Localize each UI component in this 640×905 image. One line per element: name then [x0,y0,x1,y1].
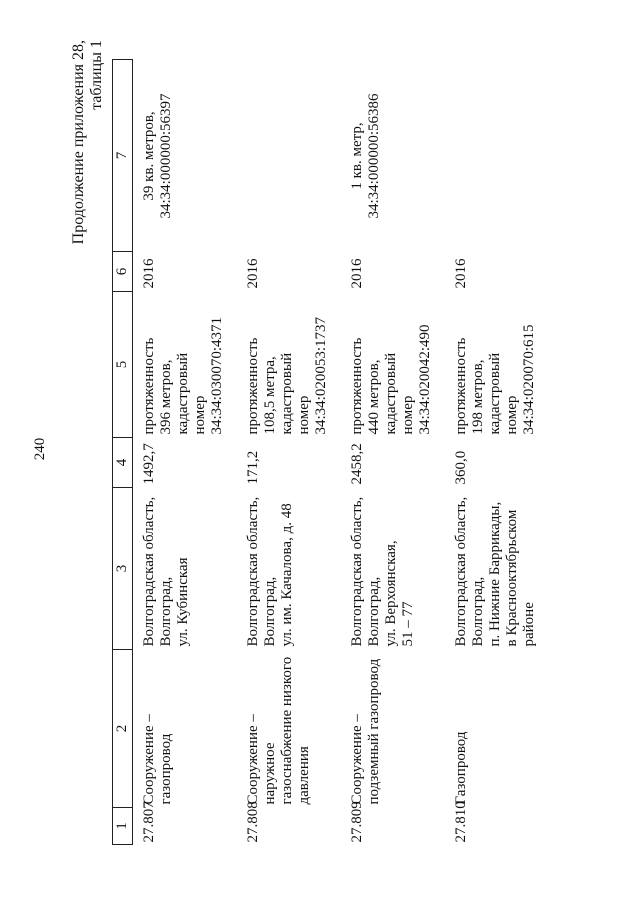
table-row [445,60,555,845]
address-line: Волгоград, [469,576,486,647]
address-line: Волгоградская область, [244,496,261,647]
object-year: 2016 [452,258,469,289]
address-line: Волгоград, [261,576,278,647]
note-line: 39 кв. метров, [141,111,157,201]
address-line: Волгоградская область, [141,496,157,647]
details-line: номер [503,395,520,435]
details-line: 440 метров, [365,359,382,435]
header-col-2: 2 [113,650,133,808]
object-value: 360,0 [452,450,469,485]
header-row [113,60,133,845]
object-value: 171,2 [244,450,261,485]
object-note [341,60,445,252]
address-line: ул. Верхоянская, [382,540,399,647]
details-line: 34:34:020070:615 [520,324,537,435]
row-number: 27.810 [452,801,469,843]
header-col-7: 7 [113,60,133,252]
object-address [237,488,341,650]
object-name: Сооружение – газопровод [141,714,174,805]
object-note [237,60,341,252]
header-col-4: 4 [113,438,133,488]
details-line: номер [295,395,312,435]
details-line: кадастровый [278,352,295,435]
details-line: номер [192,395,208,435]
details-line: номер [399,395,416,435]
continuation-line-2: таблицы 1 [88,40,105,110]
object-year: 2016 [348,258,365,289]
address-line: п. Нижние Баррикады, [486,501,503,647]
details-line: протяженность [141,337,157,435]
table-row [237,60,341,845]
note-line: 1 кв. метр, [348,122,365,190]
address-line: Волгоград, [365,576,382,647]
object-address [445,488,555,650]
details-line: кадастровый [382,352,399,435]
address-line: 51 – 77 [399,601,416,647]
row-number: 27.807 [141,801,157,843]
details-line: 198 метров, [469,359,486,435]
object-year: 2016 [244,258,261,289]
address-line: Волгоградская область, [452,496,469,647]
object-details [237,292,341,438]
details-line: 34:34:030070:4371 [209,316,225,435]
header-col-3: 3 [113,488,133,650]
object-details [341,292,445,438]
details-line: 34:34:020053:1737 [312,316,329,435]
object-value: 1492,7 [141,443,157,485]
note-line: 34:34:000000:56386 [365,93,382,219]
address-line: районе [520,602,537,647]
continuation-note [70,40,106,300]
data-table [112,59,555,845]
table-row [133,60,237,845]
address-line: ул. Кубинская [175,557,191,647]
object-year: 2016 [141,258,157,289]
object-details [133,292,237,438]
object-name: Сооружение – наружное газоснабжение низкого давления [244,656,312,805]
object-name: Газопровод [452,731,469,805]
object-address [133,488,237,650]
object-address [341,488,445,650]
details-line: 34:34:020042:490 [416,324,433,435]
address-line: Волгоград, [158,576,174,647]
object-details [445,292,555,438]
header-col-6: 6 [113,252,133,292]
note-line: 34:34:000000:56397 [158,93,174,219]
table-row [341,60,445,845]
details-line: протяженность [348,337,365,435]
details-line: протяженность [244,337,261,435]
object-name: Сооружение – подземный газопровод [348,658,382,805]
row-number: 27.809 [348,801,365,843]
header-col-5: 5 [113,292,133,438]
object-note [445,60,555,252]
address-line: Волгоградская область, [348,496,365,647]
header-col-1: 1 [113,808,133,845]
details-line: 396 метров, [158,359,174,435]
address-line: в Краснооктябрьском [503,509,520,647]
details-line: протяженность [452,337,469,435]
details-line: кадастровый [486,352,503,435]
address-line: ул. им. Качалова, д. 48 [278,503,295,647]
details-line: кадастровый [175,352,191,435]
object-note [133,60,237,252]
row-number: 27.808 [244,801,261,843]
object-value: 2458,2 [348,443,365,485]
continuation-line-1: Продолжение приложения 28, [70,40,87,245]
details-line: 108,5 метра, [261,356,278,435]
page-number: 240 [32,437,48,461]
